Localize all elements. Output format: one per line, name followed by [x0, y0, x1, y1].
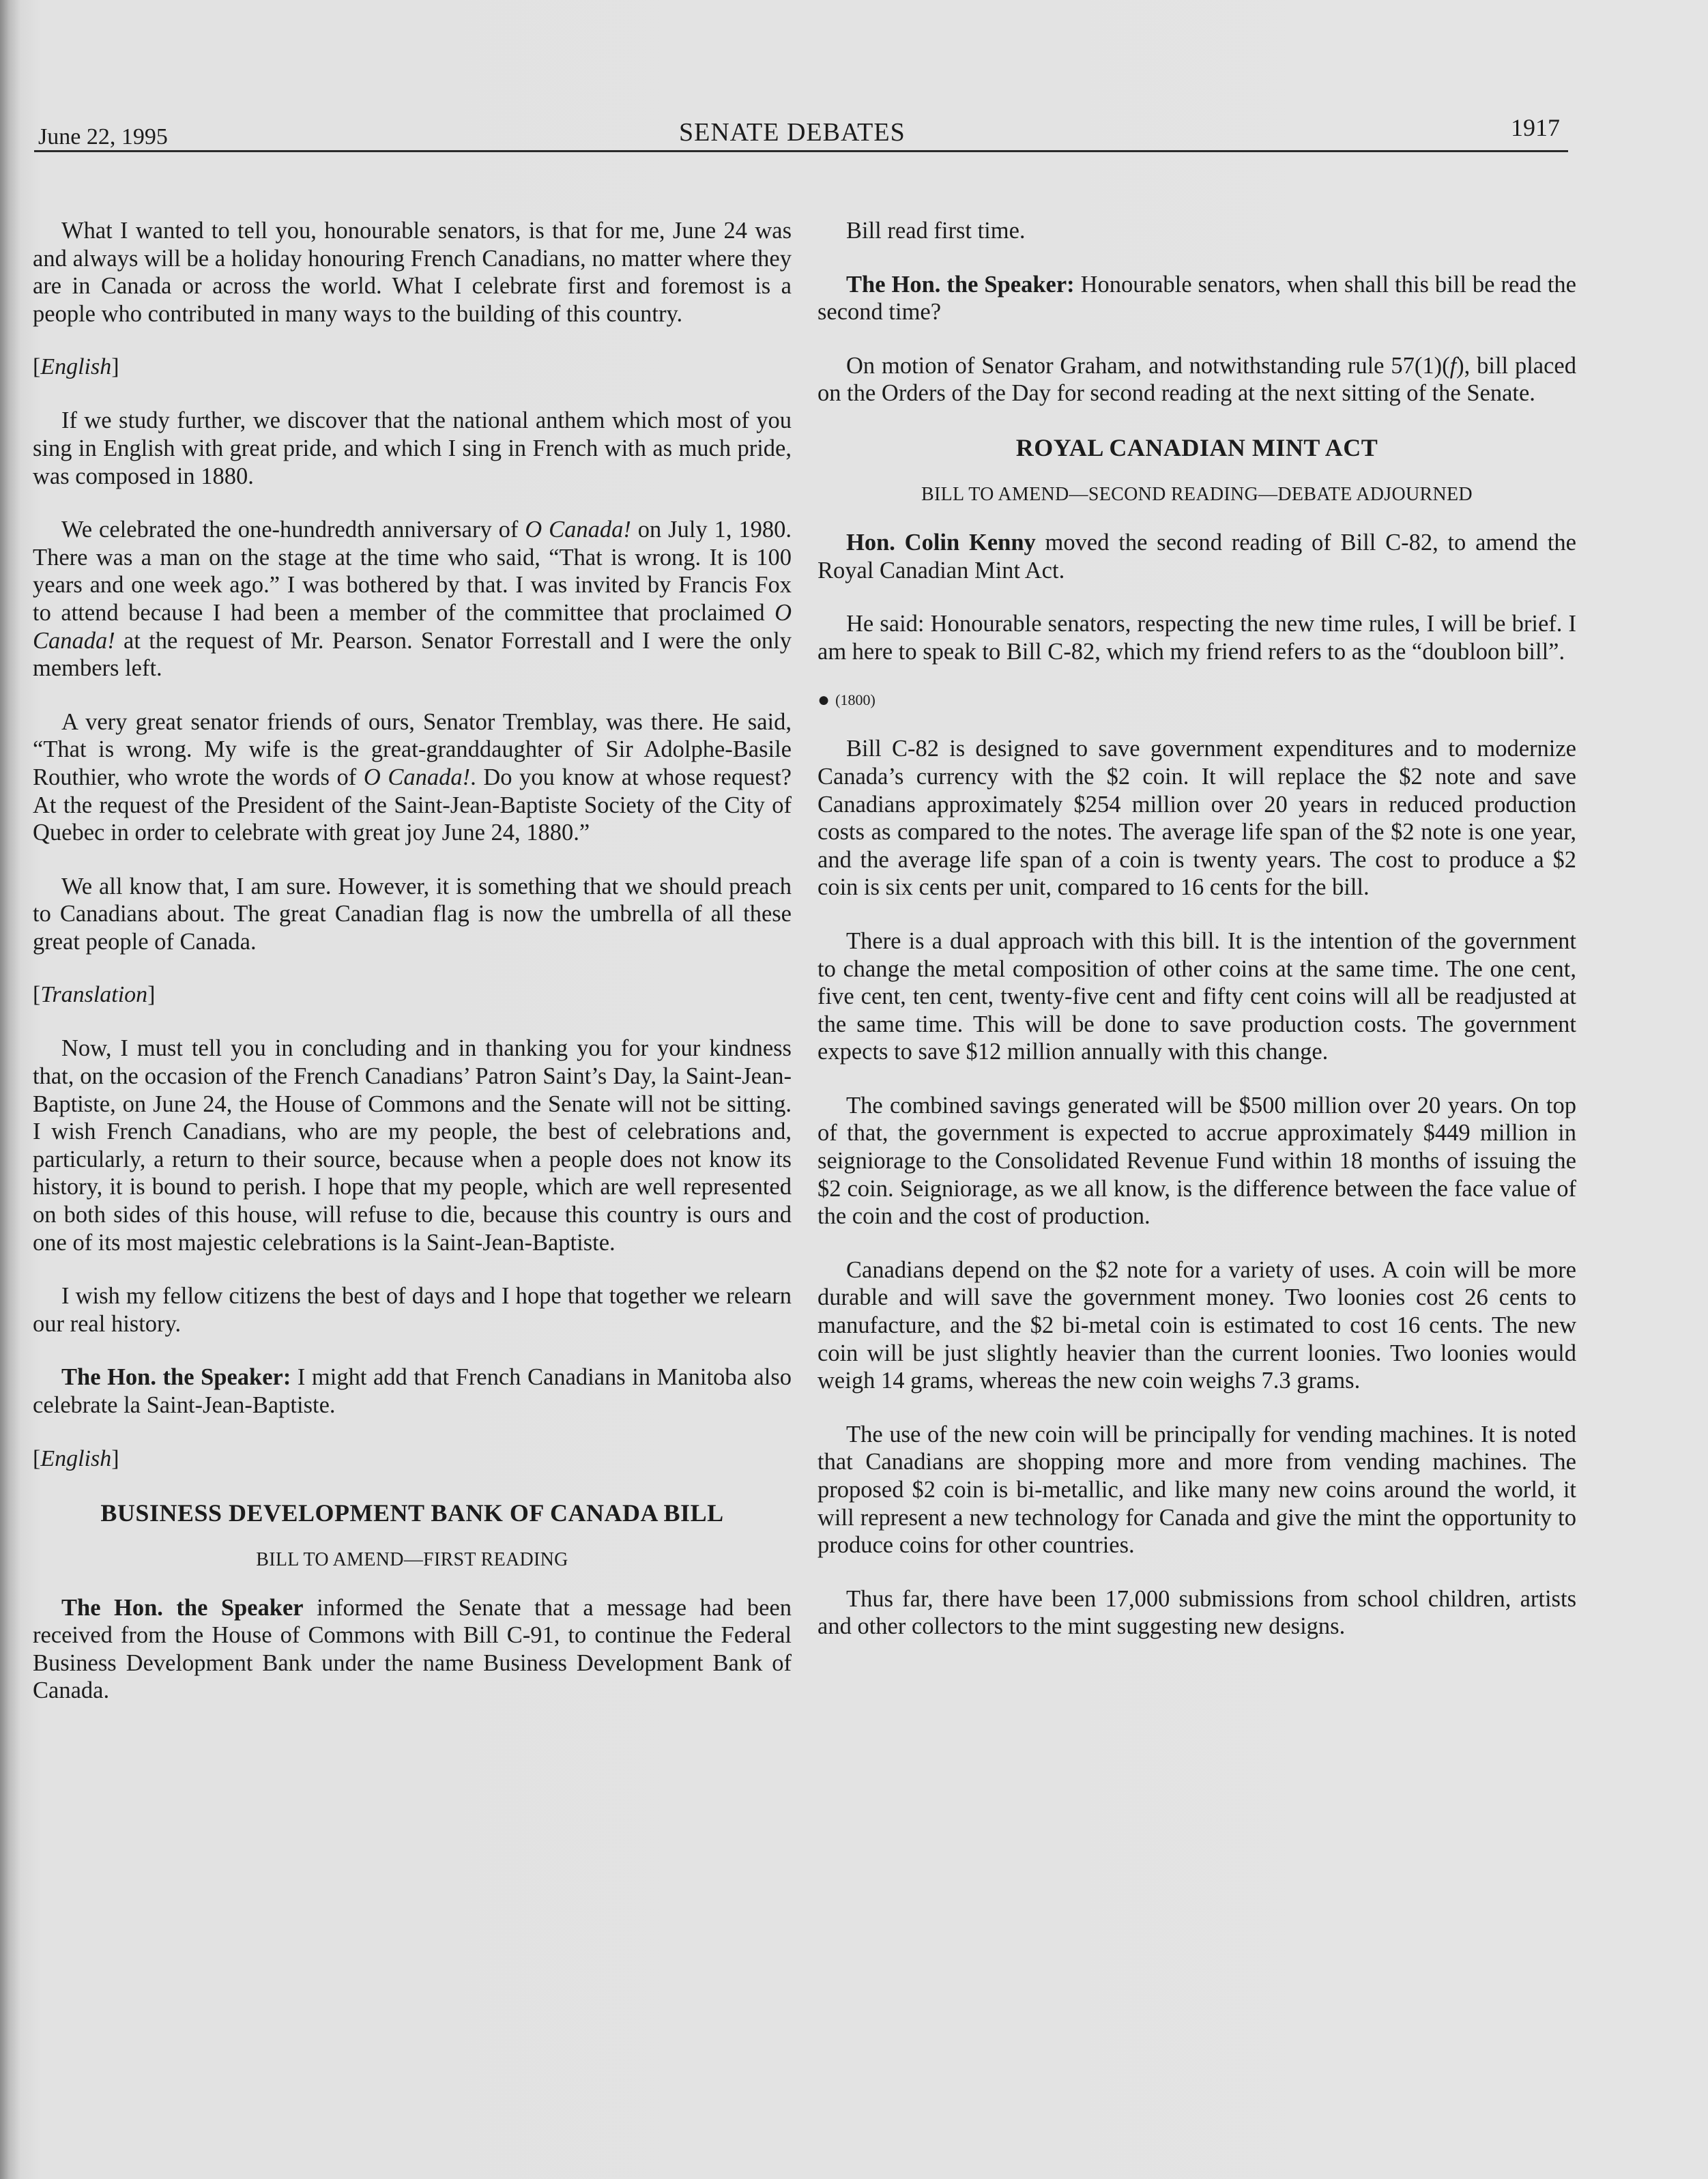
- paragraph: On motion of Senator Graham, and notwithstanding rule 57(1)(f), bill placed on the Orders of the Day for second reading at the next sitting of the Senate.: [817, 352, 1576, 407]
- paragraph: Now, I must tell you in concluding and in thanking you for your kindness that, on the occasion of the French Canadians’ Patron Saint’s Day, la Saint-Jean-Baptiste, on June 24, the House of Commons and the Senate will not be sitting. I wish French Canadians, who are my people, the best of celebrations and, particularly, a return to their source, because when a people does not know its history, it is bound to perish. I hope that my people, which are well represented on both sides of this house, will refuse to die, because this country is ours and one of its most majestic celebrations is la Saint-Jean-Baptiste.: [33, 1035, 792, 1256]
- right-column: [817, 217, 1576, 1666]
- language-tag: [English]: [33, 354, 119, 380]
- speaker-name: The Hon. the Speaker:: [846, 271, 1075, 298]
- paragraph: We all know that, I am sure. However, it is something that we should preach to Canadians about. The great Canadian flag is now the umbrella of all these great people of Canada.: [33, 873, 792, 955]
- left-column: [33, 217, 792, 1731]
- paragraph: The Hon. the Speaker: Honourable senators, when shall this bill be read the second time?: [817, 271, 1576, 326]
- paragraph: The use of the new coin will be principally for vending machines. It is noted that Canadians are shopping more and more from vending machines. The proposed $2 coin is bi-metallic, and like many new coins around the world, it will represent a new technology for Canada and give the mint the opportunity to produce coins for other countries.: [817, 1421, 1576, 1559]
- section-subtitle: BILL TO AMEND—SECOND READING—DEBATE ADJOURNED: [921, 483, 1473, 505]
- section-title: BUSINESS DEVELOPMENT BANK OF CANADA BILL: [100, 1499, 724, 1527]
- page-number: 1917: [1511, 114, 1560, 141]
- paragraph: The combined savings generated will be $500 million over 20 years. On top of that, the government is expected to accrue approximately $449 million in seigniorage to the Consolidated Revenue Fund within 18 months of issuing the $2 coin. Seigniorage, as we all know, is the difference between the face value of the coin and the cost of production.: [817, 1092, 1576, 1230]
- paragraph: There is a dual approach with this bill. It is the intention of the government to change the metal composition of other coins at the same time. The one cent, five cent, ten cent, twenty-five cent and fifty cent coins will all be readjusted at the same time. This will be done to save production costs. The government expects to save $12 million annually with this change.: [817, 927, 1576, 1065]
- paragraph: We celebrated the one-hundredth anniversary of O Canada! on July 1, 1980. There was a man on the stage at the time who said, “That is wrong. It is 100 years and one week ago.” I was bothered by that. I was invited by Francis Fox to attend because I had been a member of the committee that proclaimed O Canada! at the request of Mr. Pearson. Senator Forrestall and I were the only members left.: [33, 517, 792, 682]
- header-date: June 22, 1995: [38, 124, 168, 149]
- paragraph: He said: Honourable senators, respecting the new time rules, I will be brief. I am here to speak to Bill C-82, which my friend refers to as the “doubloon bill”.: [817, 611, 1576, 665]
- header-title: SENATE DEBATES: [679, 118, 906, 147]
- paragraph: If we study further, we discover that the national anthem which most of you sing in English with great pride, and which I sing in French with as much pride, was composed in 1880.: [33, 407, 792, 489]
- paragraph: Canadians depend on the $2 note for a variety of uses. A coin will be more durable and will save the government money. Two loonies cost 26 cents to manufacture, and the $2 bi-metal coin is estimated to cost 16 cents. The new coin will be just slightly heavier than the current loonies. Two loonies would weigh 14 grams, whereas the new coin weighs 7.3 grams.: [817, 1256, 1576, 1394]
- bullet-icon: ●: [817, 689, 830, 712]
- paragraph: Thus far, there have been 17,000 submissions from school children, artists and other collectors to the mint suggesting new designs.: [817, 1585, 1576, 1640]
- section-subtitle: BILL TO AMEND—FIRST READING: [256, 1548, 568, 1570]
- paragraph: The Hon. the Speaker informed the Senate that a message had been received from the House of Commons with Bill C-91, to continue the Federal Business Development Bank under the name Business Development Bank of Canada.: [33, 1594, 792, 1704]
- paragraph: Bill C-82 is designed to save government expenditures and to modernize Canada’s currency with the $2 coin. It will replace the $2 note and save Canadians approximately $254 million over 20 years in reduced production costs as compared to the notes. The average life span of the $2 note is one year, and the average life span of a coin is twenty years. The cost to produce a $2 coin is six cents per unit, compared to 16 cents for the bill.: [817, 736, 1576, 901]
- language-tag: [Translation]: [33, 982, 156, 1008]
- paragraph: I wish my fellow citizens the best of days and I hope that together we relearn our real history.: [33, 1283, 792, 1337]
- language-tag: [English]: [33, 1445, 119, 1471]
- page-header: [34, 109, 1568, 152]
- speaker-name: The Hon. the Speaker: [61, 1594, 304, 1621]
- paragraph: Bill read first time.: [846, 218, 1026, 244]
- section-title: ROYAL CANADIAN MINT ACT: [1015, 433, 1378, 461]
- paragraph: What I wanted to tell you, honourable senators, is that for me, June 24 was and always will be a holiday honouring French Canadians, no matter where they are in Canada or across the world. What I celebrate first and foremost is a people who contributed in many ways to the building of this country.: [33, 218, 792, 327]
- paragraph: Hon. Colin Kenny moved the second reading of Bill C-82, to amend the Royal Canadian Mint Act.: [817, 529, 1576, 583]
- paragraph: A very great senator friends of ours, Senator Tremblay, was there. He said, “That is wrong. My wife is the great-granddaughter of Sir Adolphe-Basile Routhier, who wrote the words of O Canada!. Do you know at whose request? At the request of the President of the Saint-Jean-Baptiste Society of the City of Quebec in order to celebrate with great joy June 24, 1880.”: [33, 708, 792, 846]
- paragraph: The Hon. the Speaker: I might add that French Canadians in Manitoba also celebrate la Saint-Jean-Baptiste.: [33, 1364, 792, 1418]
- time-marker: ● (1800): [817, 689, 875, 712]
- speaker-name: The Hon. the Speaker:: [61, 1364, 291, 1391]
- speaker-name: Hon. Colin Kenny: [846, 529, 1036, 555]
